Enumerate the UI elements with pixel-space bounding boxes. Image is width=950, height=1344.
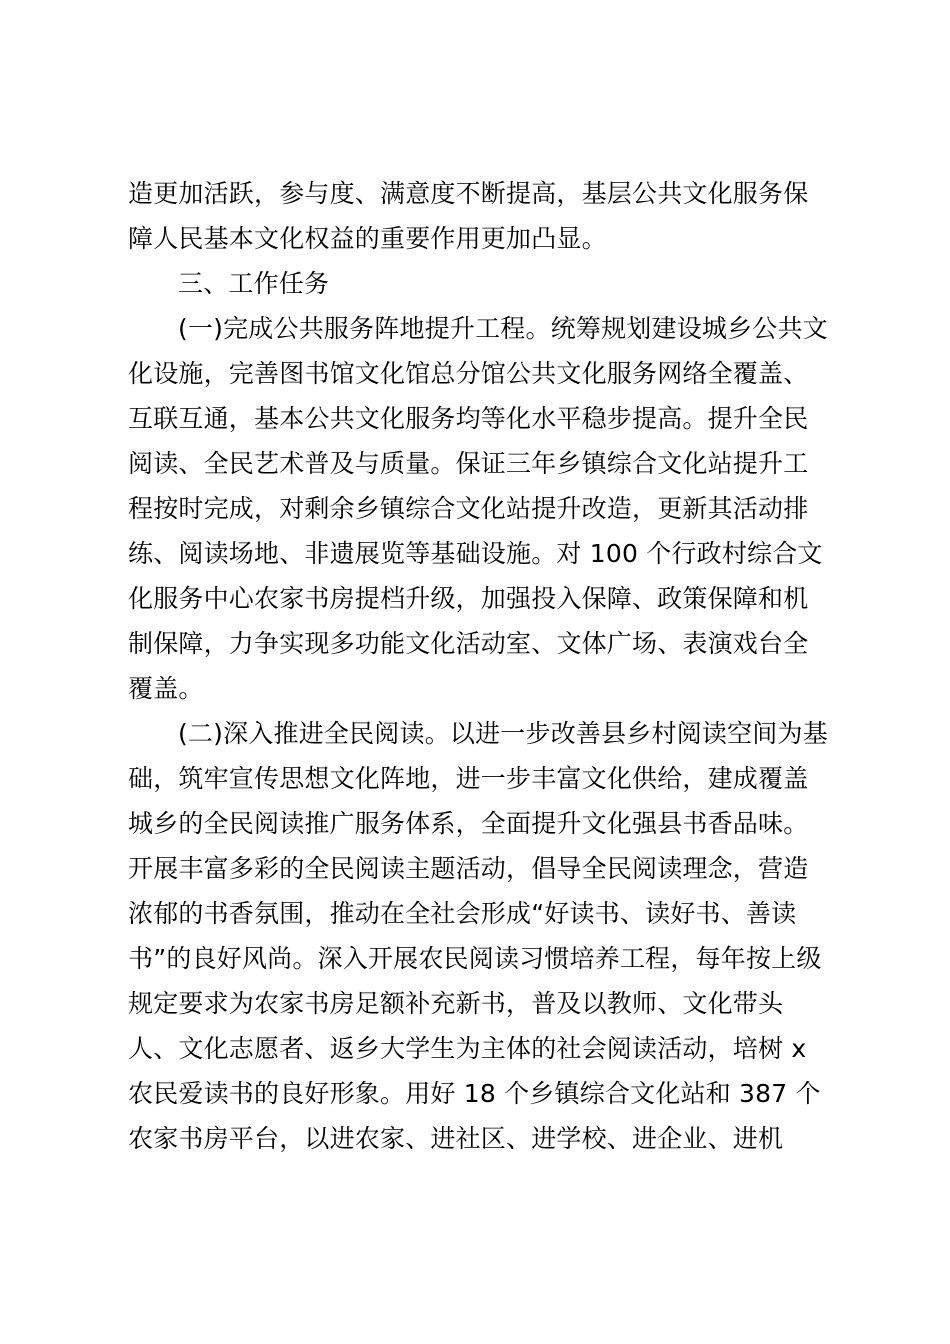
- text-line: 覆盖。: [128, 674, 204, 703]
- text-line: 造更加活跃，参与度、满意度不断提高，基层公共文化服务保: [128, 179, 809, 208]
- text-line: 规定要求为农家书房足额补充新书，普及以教师、文化带头: [128, 989, 784, 1018]
- paragraph-start: (二)深入推进全民阅读。以进一步改善县乡村阅读空间为基: [178, 719, 828, 748]
- text-line: 练、阅读场地、非遗展览等基础设施。对 100 个行政村综合文: [128, 539, 823, 568]
- text-line: 程按时完成，对剩余乡镇综合文化站提升改造，更新其活动排: [128, 494, 809, 523]
- paragraph-start: (一)完成公共服务阵地提升工程。统筹规划建设城乡公共文: [178, 314, 828, 343]
- text-line: 浓郁的书香氛围，推动在全社会形成“好读书、读好书、善读: [128, 899, 797, 928]
- section-heading: 三、工作任务: [178, 269, 330, 298]
- text-line: 阅读、全民艺术普及与质量。保证三年乡镇综合文化站提升工: [128, 449, 809, 478]
- text-line: 障人民基本文化权益的重要作用更加凸显。: [128, 224, 607, 253]
- text-line: 农民爱读书的良好形象。用好 18 个乡镇综合文化站和 387 个: [128, 1079, 821, 1108]
- text-line: 化服务中心农家书房提档升级，加强投入保障、政策保障和机: [128, 584, 809, 613]
- text-line: 互联互通，基本公共文化服务均等化水平稳步提高。提升全民: [128, 404, 809, 433]
- text-line: 人、文化志愿者、返乡大学生为主体的社会阅读活动，培树 x: [128, 1034, 807, 1063]
- text-line: 开展丰富多彩的全民阅读主题活动，倡导全民阅读理念，营造: [128, 854, 809, 883]
- text-line: 础，筑牢宣传思想文化阵地，进一步丰富文化供给，建成覆盖: [128, 764, 809, 793]
- text-line: 书”的良好风尚。深入开展农民阅读习惯培养工程，每年按上级: [128, 944, 822, 973]
- text-line: 农家书房平台，以进农家、进社区、进学校、进企业、进机: [128, 1124, 784, 1153]
- text-line: 城乡的全民阅读推广服务体系，全面提升文化强县书香品味。: [128, 809, 809, 838]
- text-line: 化设施，完善图书馆文化馆总分馆公共文化服务网络全覆盖、: [128, 359, 809, 388]
- text-line: 制保障，力争实现多功能文化活动室、文体广场、表演戏台全: [128, 629, 809, 658]
